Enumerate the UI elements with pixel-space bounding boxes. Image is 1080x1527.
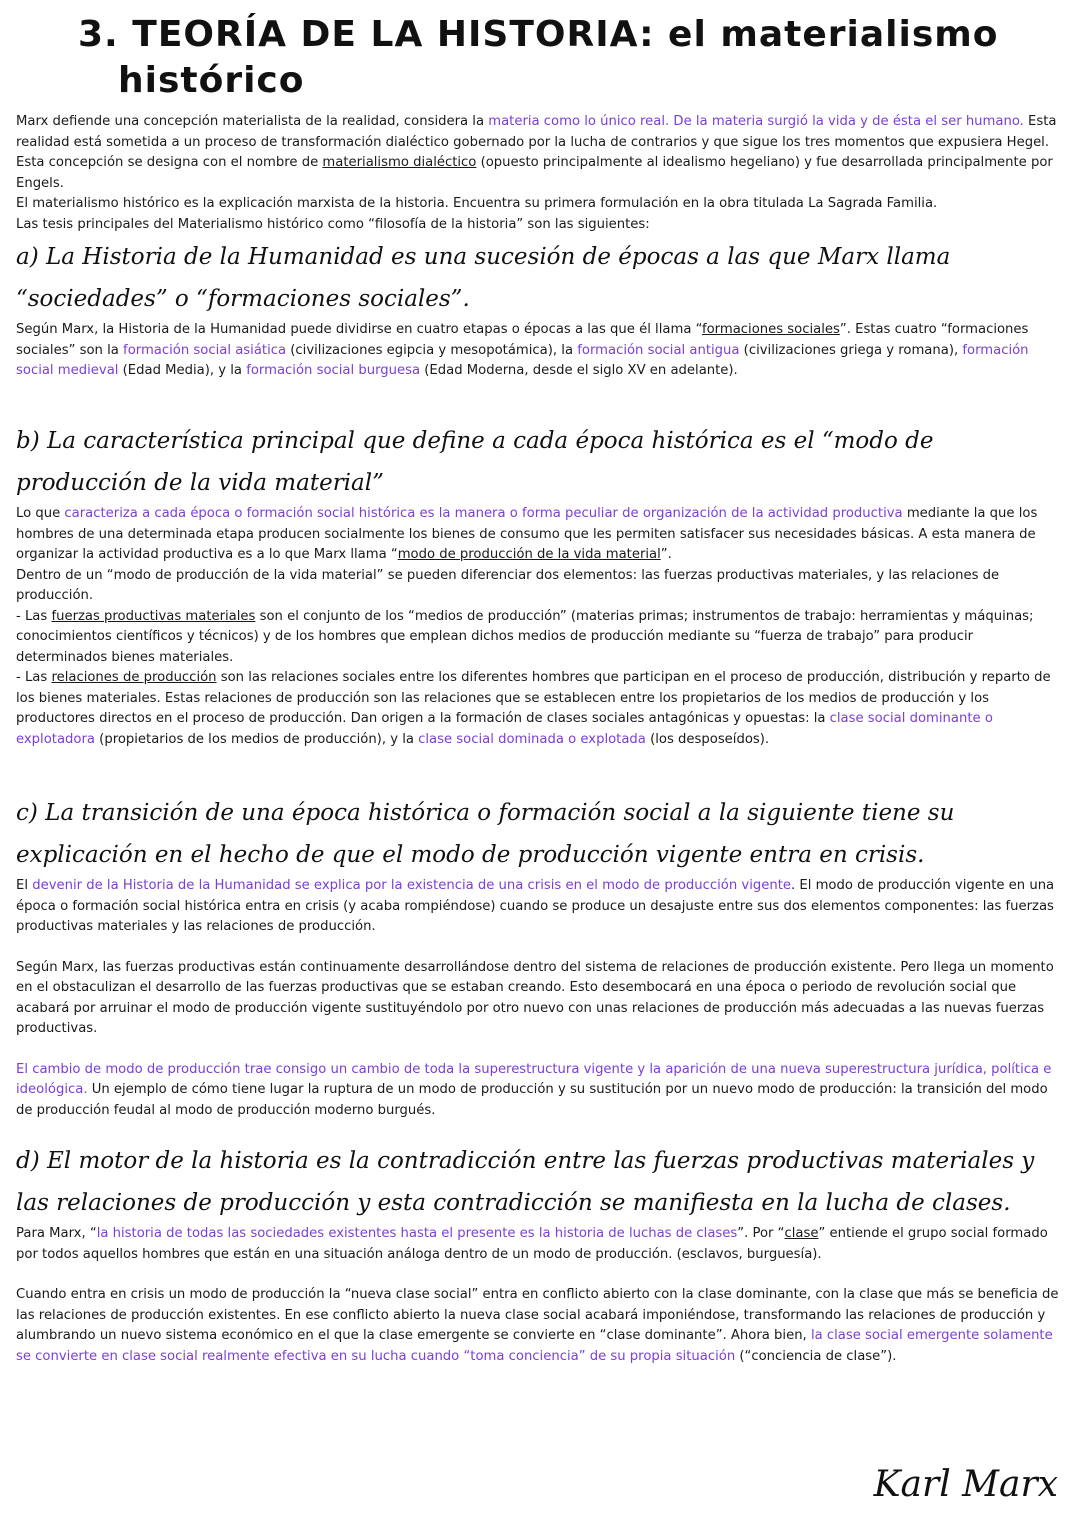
highlighted-text: formación social antigua [577, 342, 740, 358]
underlined-term: formaciones sociales [701, 322, 840, 337]
underlined-term: clase [784, 1226, 819, 1241]
section-b [16, 420, 1064, 750]
text-run: son las relaciones sociales entre los diferentes hombres que participan en el proceso de producción, distribución y reparto de los bienes materiales. Estas relaciones de producción son las relaciones que se establecen entre los propietarios de los medios de producción y los productores directos en el proceso de producción. Dan origen a la formación de clases sociales antagónicas y opuestas: la [16, 670, 1051, 726]
section-paragraph [16, 1224, 1064, 1265]
page-title [78, 12, 999, 104]
section-c [16, 792, 1064, 1121]
text-run: ”. Por “ [737, 1226, 785, 1241]
section-paragraph [16, 566, 1064, 607]
intro-paragraph [16, 215, 1064, 236]
paragraph-gap [16, 938, 1064, 958]
highlighted-text: clase social dominada o explotada [418, 731, 646, 747]
text-run: - Las [16, 670, 52, 685]
text-run: Marx defiende una concepción materialista de la realidad, considera la [16, 114, 489, 129]
text-run: (Edad Media), y la [118, 363, 247, 378]
section-paragraph [16, 1285, 1064, 1367]
underlined-term: modo de producción de la vida material [397, 547, 661, 562]
title-line-1: 3. TEORÍA DE LA HISTORIA: el materialismo [78, 14, 999, 55]
text-run: (los desposeídos). [645, 731, 770, 747]
highlighted-text: la historia de todas las sociedades existentes hasta el presente es la historia de luchas de clases [96, 1226, 738, 1241]
highlighted-text: devenir de la Historia de la Humanidad se explica por la existencia de una crisis en el modo de producción vigente [32, 878, 792, 893]
section-heading: a) La Historia de la Humanidad es una sucesión de épocas a las que Marx llama “sociedades” o “formaciones sociales”. [16, 244, 951, 312]
section-d [16, 1140, 1064, 1367]
text-run: Cuando entra en crisis un modo de producción la “nueva clase social” entra en conflicto abierto con la clase dominante, con la clase que más se beneficia de las relaciones de producción existentes. En ese conflicto abierto la nueva clase social acabará imponiéndose, transformando las relaciones de producción y alumbrando un nuevo sistema económico en el que la clase emergente se convierte en “clase dominante”. Ahora bien, [16, 1287, 1059, 1343]
text-run: Un ejemplo de cómo tiene lugar la ruptura de un modo de producción y su sustitución por un nuevo modo de producción: la transición del modo de producción feudal al modo de producción moderno burgués. [16, 1082, 1048, 1118]
highlighted-text: formación social medieval [16, 342, 1029, 378]
highlighted-text: caracteriza a cada época o formación social histórica es la manera o forma peculiar de organización de la actividad productiva [64, 506, 903, 521]
text-run: ”. [660, 547, 672, 562]
text-run: Las tesis principales del Materialismo histórico como “filosofía de la historia” son las siguientes: [16, 216, 650, 232]
text-run: Esta realidad está sometida a un proceso de transformación dialéctico gobernado por la lucha de contrarios y que sigue los tres momentos que expusiera Hegel. Esta concepción se designa con el nombre de [16, 114, 1057, 170]
highlighted-text: la clase social emergente solamente se convierte en clase social realmente efectiva en su lucha cuando “toma conciencia” de su propia situación [16, 1328, 1053, 1364]
intro-block [16, 112, 1064, 235]
text-run: (propietarios de los medios de producción), y la [94, 731, 419, 747]
intro-paragraph [16, 194, 1064, 215]
text-run: son el conjunto de los “medios de producción” (materias primas; instrumentos de trabajo: herramientas y máquinas; conocimientos científicos y técnicos) y de los hombres que emplean dichos medios de producción mediante su “fuerza de trabajo” para producir determinados bienes materiales. [16, 608, 1034, 665]
section-paragraph [16, 607, 1064, 669]
signature: Karl Marx [873, 1464, 1058, 1505]
section-heading: d) El motor de la historia es la contradicción entre las fuerzas productivas materiales y las relaciones de producción y esta contradicción se manifiesta en la lucha de clases. [16, 1148, 1035, 1216]
highlighted-text: materia como lo único real. De la materia surgió la vida y de ésta el ser humano. [488, 114, 1024, 129]
text-run: ”. Estas cuatro “formaciones sociales” son la [16, 322, 1029, 358]
text-run: - Las [16, 608, 52, 624]
highlighted-text: formación social burguesa [246, 363, 421, 378]
text-run: ” entiende el grupo social formado por todos aquellos hombres que están en una situación análoga dentro de un modo de producción. (esclavos, burguesía). [16, 1226, 1048, 1262]
section-heading: b) La característica principal que define a cada época histórica es el “modo de producción de la vida material” [16, 428, 934, 496]
section-paragraph [16, 504, 1064, 566]
paragraph-gap [16, 1265, 1064, 1285]
text-run: (Edad Moderna, desde el siglo XV en adelante). [420, 363, 738, 378]
text-run: Lo que [16, 506, 65, 521]
intro-paragraph [16, 112, 1064, 194]
text-run: (opuesto principalmente al idealismo hegeliano) y fue desarrollada principalmente por Engels. [16, 155, 1053, 191]
highlighted-text: formación social asiática [123, 342, 287, 358]
text-run: El [16, 878, 33, 893]
text-run: (civilizaciones griega y romana), [739, 342, 963, 358]
text-run: El materialismo histórico es la explicación marxista de la historia. Encuentra su primera formulación en la obra titulada La Sagrada Familia. [16, 196, 938, 211]
section-paragraph [16, 320, 1064, 382]
text-run: Según Marx, la Historia de la Humanidad puede dividirse en cuatro etapas o épocas a las que él llama “ [16, 322, 702, 337]
title-line-2: histórico [118, 60, 305, 101]
underlined-term: fuerzas productivas materiales [51, 608, 256, 624]
underlined-term: materialismo dialéctico [322, 155, 477, 170]
text-run: Dentro de un “modo de producción de la vida material” se pueden diferenciar dos elementos: las fuerzas productivas materiales, y las relaciones de producción. [16, 567, 1000, 603]
text-run: (“conciencia de clase”). [735, 1348, 897, 1364]
section-paragraph [16, 668, 1064, 750]
text-run: Para Marx, “ [16, 1226, 97, 1241]
highlighted-text: clase social dominante o explotadora [16, 711, 993, 747]
section-paragraph [16, 1060, 1064, 1122]
text-run: Según Marx, las fuerzas productivas están continuamente desarrollándose dentro del sistema de relaciones de producción existente. Pero llega un momento en el obstaculizan el desarrollo de las fuerzas productivas que se estaban creando. Esto desembocará en una época o periodo de revolución social que acabará por arruinar el modo de producción vigente sustituyéndolo por otro nuevo con unas relaciones de producción más adecuadas a las nuevas fuerzas productivas. [16, 959, 1054, 1036]
section-a [16, 236, 1064, 382]
paragraph-gap [16, 1040, 1064, 1060]
text-run: mediante la que los hombres de una determinada etapa producen socialmente los bienes de consumo que les permiten satisfacer sus necesidades básicas. A esta manera de organizar la actividad productiva es a lo que Marx llama “ [16, 506, 1038, 562]
underlined-term: relaciones de producción [51, 670, 217, 685]
section-paragraph [16, 876, 1064, 938]
text-run: (civilizaciones egipcia y mesopotámica), la [286, 342, 578, 358]
section-heading: c) La transición de una época histórica o formación social a la siguiente tiene su explicación en el hecho de que el modo de producción vigente entra en crisis. [16, 800, 955, 868]
text-run: . El modo de producción vigente en una época o formación social histórica entra en crisis (y acaba rompiéndose) cuando se produce un desajuste entre sus dos elementos componentes: las fuerzas productivas materiales y las relaciones de producción. [16, 878, 1055, 934]
highlighted-text: El cambio de modo de producción trae consigo un cambio de toda la superestructura vigente y la aparición de una nueva superestructura jurídica, política e ideológica. [16, 1061, 1052, 1097]
section-paragraph [16, 958, 1064, 1040]
